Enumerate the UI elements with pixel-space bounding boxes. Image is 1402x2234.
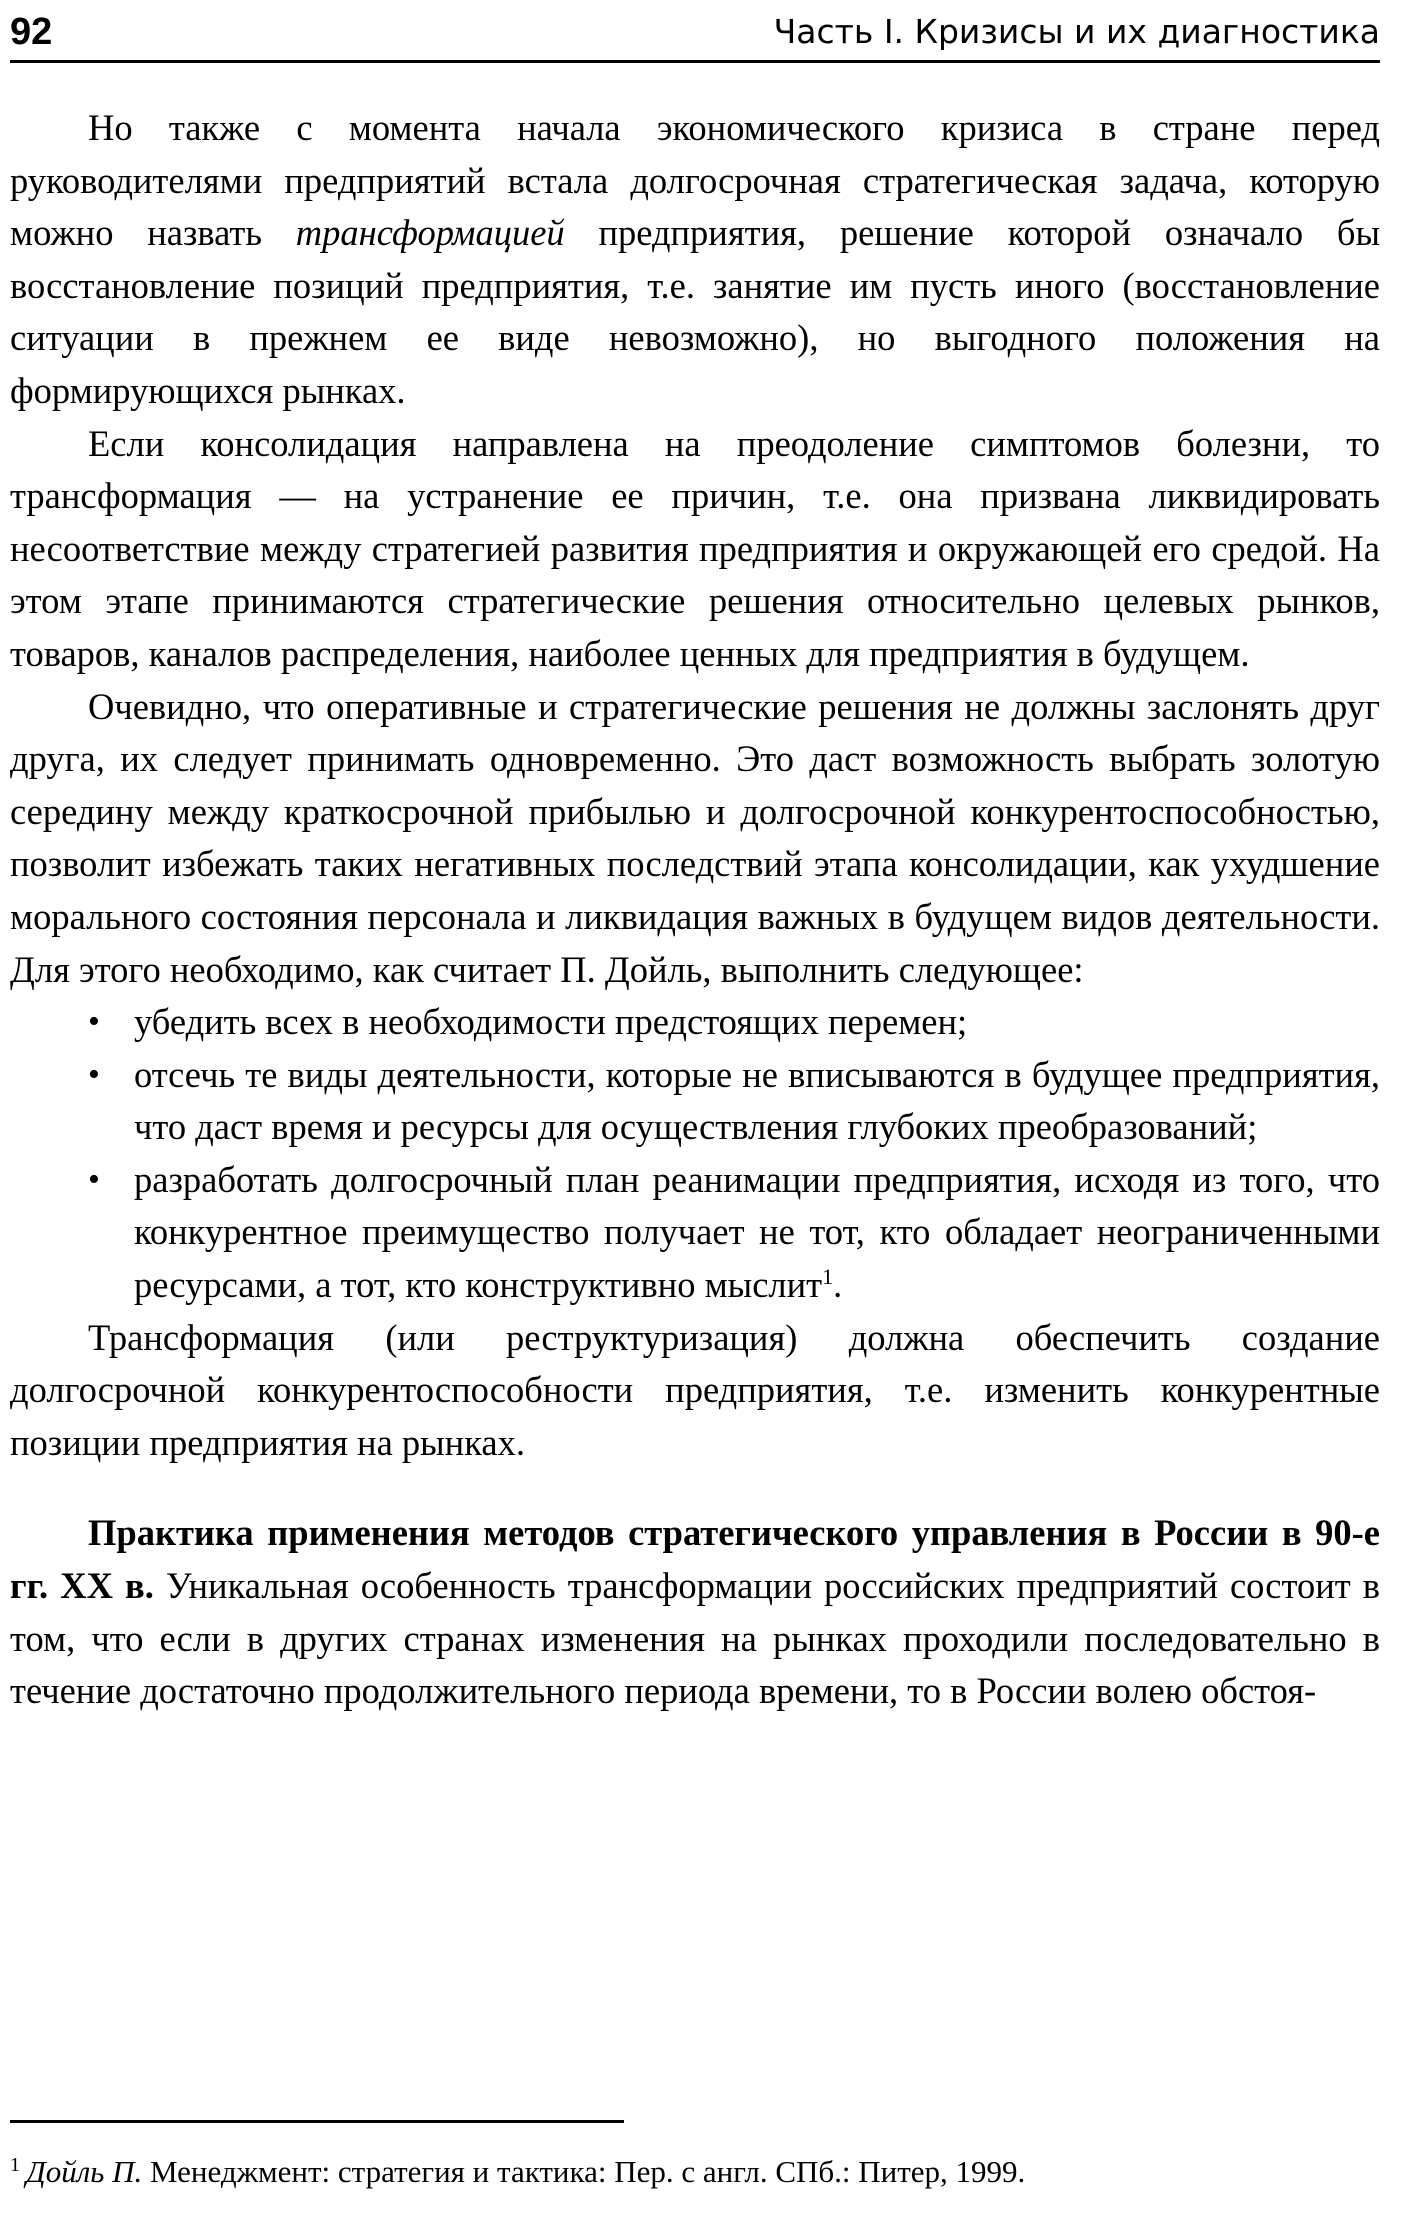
footnote-author: Дойль П. (26, 2154, 143, 2189)
paragraph-russia-practice (10, 1507, 1380, 1717)
list-item (10, 1049, 1380, 1154)
page-number: 92 (10, 11, 53, 53)
bullet-list (10, 996, 1380, 1312)
bullet-icon: • (88, 1003, 100, 1041)
body-text (10, 102, 1380, 1718)
paragraph-decisions: Очевидно, что оперативные и стратегические решения не должны заслонять друг друга, их следует принимать одновременно. Это даст возможность выбрать золотую середину между краткосрочной прибылью и долгосрочной конкурентоспособностью, позволит избежать таких негативных последствий этапа консолидации, как ухудшение морального состояния персонала и ликвидация важных в будущем видов деятельности. Для этого необходимо, как считает П. Дойль, выполнить следующее: (10, 685, 1380, 990)
list-item (10, 1154, 1380, 1312)
bullet-icon: • (88, 1160, 100, 1198)
paragraph-transformation (10, 102, 1380, 418)
footnote-mark: 1 (10, 2153, 20, 2176)
footnote-divider (10, 2120, 624, 2123)
book-page (10, 0, 1380, 2234)
paragraph-text: предприятия, решение которой означало бы восстановление позиций предприятия, т.е. занятие им пусть иного (восстановление ситуации в прежнем ее виде невозможно), но выгодного положения на формирующихся рынках. (10, 212, 1380, 411)
paragraph-consolidation: Если консолидация направлена на преодоление симптомов болезни, то трансформация — на устранение ее причин, т.е. она призвана ликвидировать несоответствие между стратегией развития предприятия и окружающей его средой. На этом этапе принимаются стратегические решения относительно целевых рынков, товаров, каналов распределения, наиболее ценных для предприятия в будущем. (10, 422, 1380, 674)
bullet-icon: • (88, 1055, 100, 1093)
italic-term: трансформацией (295, 212, 565, 254)
list-item-text: отсечь те виды деятельности, которые не вписываются в будущее предприятия, что даст время и ресурсы для осуществления глубоких преобразований; (134, 1053, 1380, 1148)
footnote-text: Менеджмент: стратегия и тактика: Пер. с англ. СПб.: Питер, 1999. (142, 2154, 1026, 2189)
paragraph-restructuring: Трансформация (или реструктуризация) должна обеспечить создание долгосрочной конкурентоспособности предприятия, т.е. изменить конкурентные позиции предприятия на рынках. (10, 1316, 1380, 1463)
list-item-text: разработать долгосрочный план реанимации предприятия, исходя из того, что конкурентное преимущество получает не тот, кто обладает неограниченными ресурсами, а тот, кто конструктивно мыслит (134, 1158, 1380, 1306)
paragraph-text: Но также с момента начала экономического кризиса в стране перед руководителями предприятий встала долгосрочная стратегическая задача, которую можно назвать (10, 107, 1380, 254)
list-item (10, 996, 1380, 1049)
list-item-end: . (833, 1264, 843, 1306)
list-item-text: убедить всех в необходимости предстоящих перемен; (134, 1001, 968, 1043)
running-title: Часть I. Кризисы и их диагностика (773, 12, 1380, 51)
running-header (10, 4, 1380, 63)
paragraph-text: Уникальная особенность трансформации российских предприятий состоит в том, что если в других странах изменения на рынках проходили последовательно в течение достаточно продолжительного периода времени, то в России волею обстоя- (10, 1565, 1380, 1712)
footnote-reference: 1 (822, 1263, 834, 1289)
run-in-heading: Практика применения методов стратегического управления в России в 90-е гг. XX в. (10, 1512, 1380, 1607)
footnote (10, 2150, 1380, 2194)
